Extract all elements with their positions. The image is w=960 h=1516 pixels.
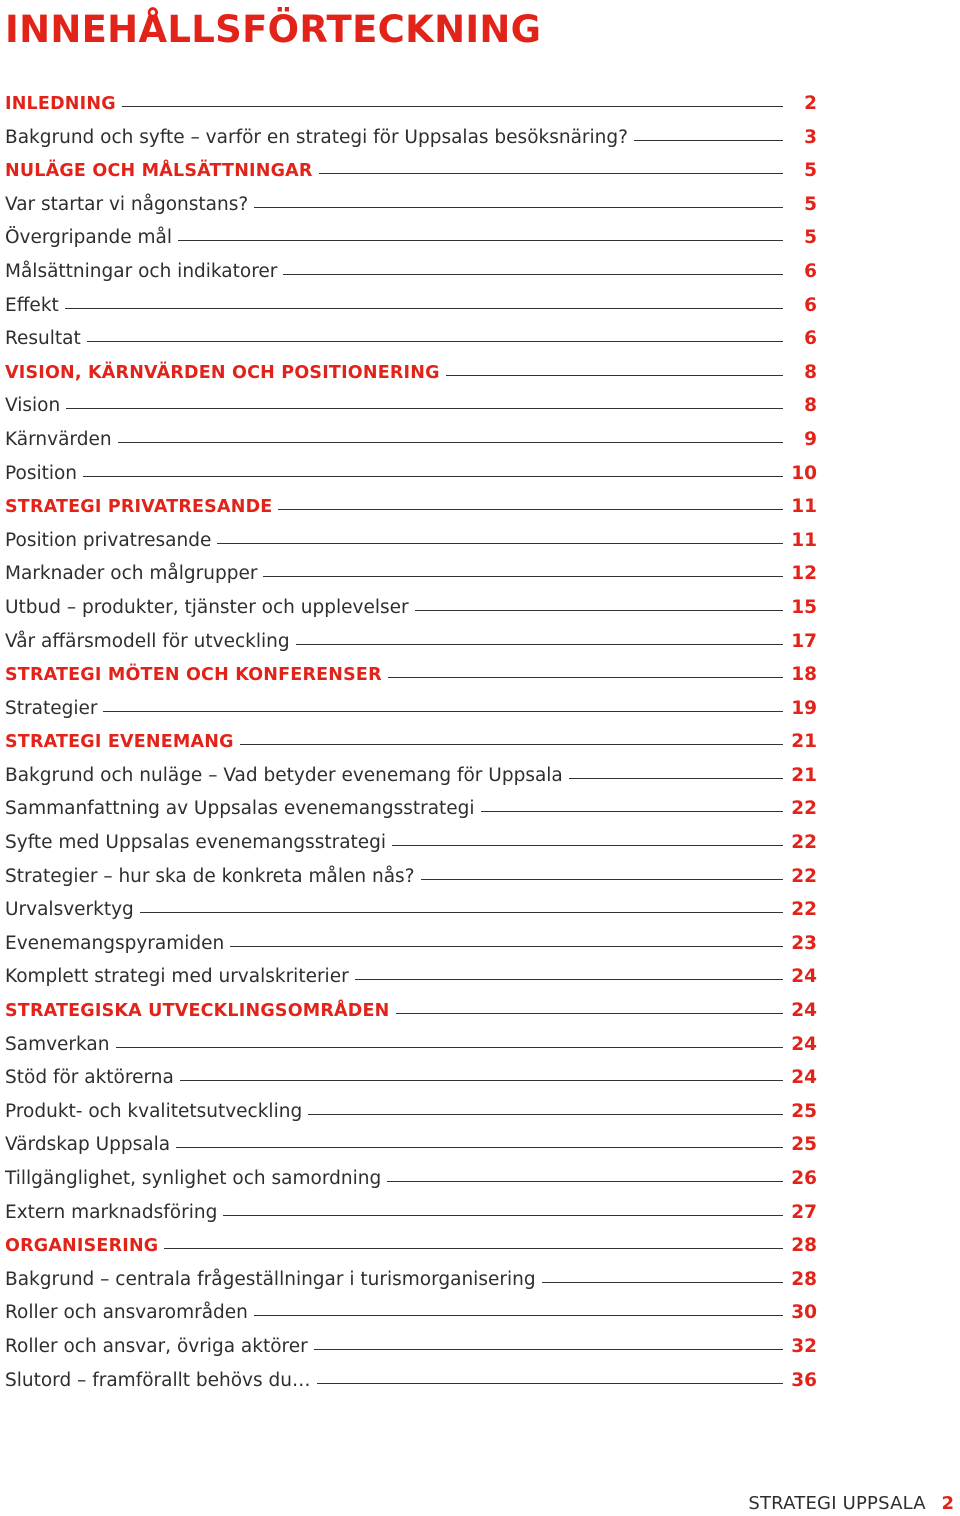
toc-entry-title: VISION, KÄRNVÄRDEN OCH POSITIONERING: [5, 362, 440, 383]
toc-entry[interactable]: [5, 1061, 817, 1095]
toc-page-number: 11: [791, 496, 817, 518]
footer-label: STRATEGI UPPSALA: [748, 1493, 926, 1514]
toc-entry[interactable]: [5, 625, 817, 659]
toc-page-number: 15: [791, 596, 817, 618]
toc-entry-title: Tillgänglighet, synlighet och samordning: [5, 1168, 382, 1189]
toc-leader-line: [317, 1383, 784, 1384]
toc-entry[interactable]: [5, 1330, 817, 1364]
toc-page-number: 6: [804, 260, 817, 282]
toc-entry-title: Syfte med Uppsalas evenemangsstrategi: [5, 832, 387, 854]
toc-leader-line: [254, 1315, 783, 1316]
toc-section-heading[interactable]: [5, 725, 817, 759]
table-of-contents: [5, 87, 817, 1397]
toc-entry[interactable]: [5, 524, 817, 558]
toc-leader-line: [87, 341, 783, 342]
toc-entry[interactable]: [5, 692, 817, 726]
toc-page-number: 27: [791, 1201, 817, 1223]
toc-entry[interactable]: [5, 1028, 817, 1062]
toc-entry[interactable]: [5, 221, 817, 255]
toc-entry-title: Evenemangspyramiden: [5, 932, 225, 954]
toc-section-heading[interactable]: [5, 658, 817, 692]
toc-leader-line: [308, 1114, 783, 1115]
toc-leader-line: [176, 1147, 783, 1148]
toc-entry[interactable]: [5, 960, 817, 994]
toc-entry[interactable]: [5, 591, 817, 625]
toc-leader-line: [355, 979, 783, 980]
toc-leader-line: [283, 274, 783, 275]
toc-page-number: 5: [804, 227, 817, 249]
toc-entry[interactable]: [5, 121, 817, 155]
toc-entry-title: Komplett strategi med urvalskriterier: [5, 966, 349, 988]
toc-page-number: 21: [791, 764, 817, 786]
toc-page-number: 12: [791, 563, 817, 585]
toc-leader-line: [178, 240, 783, 241]
page-title: INNEHÅLLSFÖRTECKNING: [5, 8, 542, 51]
toc-page-number: 21: [791, 731, 817, 753]
toc-entry[interactable]: [5, 826, 817, 860]
toc-page-number: 9: [804, 428, 817, 450]
toc-entry-title: Marknader och målgrupper: [5, 563, 258, 585]
toc-entry-title: Effekt: [5, 294, 59, 316]
toc-leader-line: [223, 1215, 783, 1216]
toc-page-number: 19: [791, 697, 817, 719]
toc-entry-title: STRATEGI MÖTEN OCH KONFERENSER: [5, 665, 382, 686]
toc-entry-title: Resultat: [5, 328, 81, 350]
toc-page-number: 22: [791, 832, 817, 854]
toc-section-heading[interactable]: [5, 154, 817, 188]
toc-entry[interactable]: [5, 893, 817, 927]
toc-leader-line: [263, 576, 783, 577]
toc-entry-title: Var startar vi någonstans?: [5, 193, 249, 215]
toc-leader-line: [387, 1181, 783, 1182]
toc-page-number: 8: [804, 361, 817, 383]
toc-leader-line: [66, 408, 783, 409]
toc-section-heading[interactable]: [5, 994, 817, 1028]
toc-page-number: 36: [791, 1369, 817, 1391]
toc-leader-line: [296, 644, 783, 645]
toc-entry[interactable]: [5, 792, 817, 826]
toc-page-number: 24: [791, 1033, 817, 1055]
toc-leader-line: [230, 946, 783, 947]
toc-entry[interactable]: [5, 860, 817, 894]
toc-page-number: 28: [791, 1235, 817, 1257]
toc-entry-title: Sammanfattning av Uppsalas evenemangsstrategi: [5, 798, 475, 820]
toc-leader-line: [180, 1080, 783, 1081]
toc-page-number: 24: [791, 1067, 817, 1089]
toc-leader-line: [65, 308, 783, 309]
toc-page-number: 18: [791, 664, 817, 686]
toc-leader-line: [388, 677, 783, 678]
toc-leader-line: [122, 106, 783, 107]
toc-section-heading[interactable]: [5, 490, 817, 524]
toc-entry[interactable]: [5, 457, 817, 491]
toc-leader-line: [240, 744, 783, 745]
toc-leader-line: [116, 1047, 784, 1048]
toc-entry[interactable]: [5, 759, 817, 793]
toc-entry[interactable]: [5, 927, 817, 961]
toc-entry-title: ORGANISERING: [5, 1236, 159, 1257]
toc-entry[interactable]: [5, 1128, 817, 1162]
toc-entry-title: Strategier – hur ska de konkreta målen nås?: [5, 865, 415, 887]
toc-entry-title: Bakgrund och nuläge – Vad betyder evenemang för Uppsala: [5, 764, 563, 786]
toc-entry-title: STRATEGI PRIVATRESANDE: [5, 497, 273, 518]
toc-entry[interactable]: [5, 1196, 817, 1230]
toc-entry[interactable]: [5, 557, 817, 591]
toc-entry-title: Vision: [5, 395, 61, 417]
toc-entry-title: Position: [5, 462, 78, 484]
toc-entry[interactable]: [5, 1263, 817, 1297]
toc-entry[interactable]: [5, 188, 817, 222]
toc-leader-line: [421, 879, 783, 880]
toc-entry[interactable]: [5, 1095, 817, 1129]
toc-page-number: 24: [791, 966, 817, 988]
footer-page-number: 2: [941, 1493, 954, 1514]
toc-page-number: 28: [791, 1268, 817, 1290]
toc-section-heading[interactable]: [5, 87, 817, 121]
toc-page-number: 6: [804, 294, 817, 316]
page-footer: [748, 1492, 954, 1516]
toc-page-number: 6: [804, 328, 817, 350]
toc-page-number: 8: [804, 395, 817, 417]
toc-page-number: 32: [791, 1335, 817, 1357]
toc-page-number: 23: [791, 932, 817, 954]
toc-leader-line: [164, 1248, 783, 1249]
toc-page-number: 10: [791, 462, 817, 484]
toc-leader-line: [103, 711, 783, 712]
toc-entry-title: Värdskap Uppsala: [5, 1134, 171, 1156]
toc-entry-title: INLEDNING: [5, 94, 116, 114]
toc-page-number: 5: [804, 160, 817, 182]
toc-page-number: 22: [791, 899, 817, 921]
toc-entry-title: Övergripande mål: [5, 227, 172, 249]
toc-entry-title: Produkt- och kvalitetsutveckling: [5, 1100, 303, 1122]
toc-entry-title: Samverkan: [5, 1033, 110, 1055]
toc-leader-line: [217, 543, 783, 544]
toc-leader-line: [83, 476, 783, 477]
toc-entry[interactable]: [5, 322, 817, 356]
toc-entry-title: STRATEGISKA UTVECKLINGSOMRÅDEN: [5, 1001, 390, 1022]
toc-entry-title: STRATEGI EVENEMANG: [5, 732, 234, 753]
toc-entry-title: Målsättningar och indikatorer: [5, 260, 278, 282]
toc-page-number: 24: [791, 1000, 817, 1022]
toc-leader-line: [542, 1282, 783, 1283]
toc-leader-line: [446, 375, 783, 376]
toc-page-number: 11: [791, 529, 817, 551]
toc-page-number: 17: [791, 630, 817, 652]
toc-entry-title: Stöd för aktörerna: [5, 1067, 174, 1089]
toc-entry-title: Urvalsverktyg: [5, 899, 134, 921]
toc-leader-line: [140, 912, 783, 913]
toc-leader-line: [634, 140, 783, 141]
toc-page-number: 22: [791, 865, 817, 887]
toc-leader-line: [415, 610, 783, 611]
toc-entry[interactable]: [5, 289, 817, 323]
toc-entry-title: Utbud – produkter, tjänster och upplevelser: [5, 596, 409, 618]
toc-entry-title: Strategier: [5, 697, 98, 719]
toc-page-number: 3: [804, 126, 817, 148]
toc-page-number: 2: [804, 93, 817, 114]
toc-entry-title: Kärnvärden: [5, 428, 112, 450]
toc-page-number: 25: [791, 1100, 817, 1122]
toc-entry-title: Roller och ansvarområden: [5, 1302, 248, 1324]
toc-leader-line: [319, 173, 783, 174]
toc-section-heading[interactable]: [5, 1229, 817, 1263]
toc-leader-line: [396, 1013, 783, 1014]
toc-entry[interactable]: [5, 255, 817, 289]
toc-page-number: 5: [804, 193, 817, 215]
toc-entry[interactable]: [5, 1162, 817, 1196]
toc-page-number: 25: [791, 1134, 817, 1156]
toc-entry-title: NULÄGE OCH MÅLSÄTTNINGAR: [5, 161, 313, 182]
toc-entry-title: Bakgrund och syfte – varför en strategi för Uppsalas besöksnäring?: [5, 126, 628, 148]
toc-leader-line: [118, 442, 783, 443]
toc-entry-title: Extern marknadsföring: [5, 1201, 218, 1223]
toc-entry-title: Position privatresande: [5, 529, 212, 551]
toc-leader-line: [278, 509, 783, 510]
toc-page-number: 26: [791, 1168, 817, 1189]
toc-section-heading[interactable]: [5, 356, 817, 390]
toc-entry[interactable]: [5, 389, 817, 423]
toc-entry-title: Vår affärsmodell för utveckling: [5, 630, 290, 652]
toc-entry[interactable]: [5, 1296, 817, 1330]
toc-leader-line: [481, 811, 783, 812]
toc-entry-title: Slutord – framförallt behövs du…: [5, 1369, 311, 1391]
toc-leader-line: [392, 845, 783, 846]
toc-page-number: 30: [791, 1302, 817, 1324]
toc-page-number: 22: [791, 798, 817, 820]
toc-entry-title: Roller och ansvar, övriga aktörer: [5, 1335, 308, 1357]
toc-entry[interactable]: [5, 423, 817, 457]
toc-entry-title: Bakgrund – centrala frågeställningar i turismorganisering: [5, 1268, 536, 1290]
toc-leader-line: [569, 778, 783, 779]
toc-leader-line: [254, 207, 783, 208]
toc-leader-line: [314, 1349, 783, 1350]
toc-entry[interactable]: [5, 1364, 817, 1398]
